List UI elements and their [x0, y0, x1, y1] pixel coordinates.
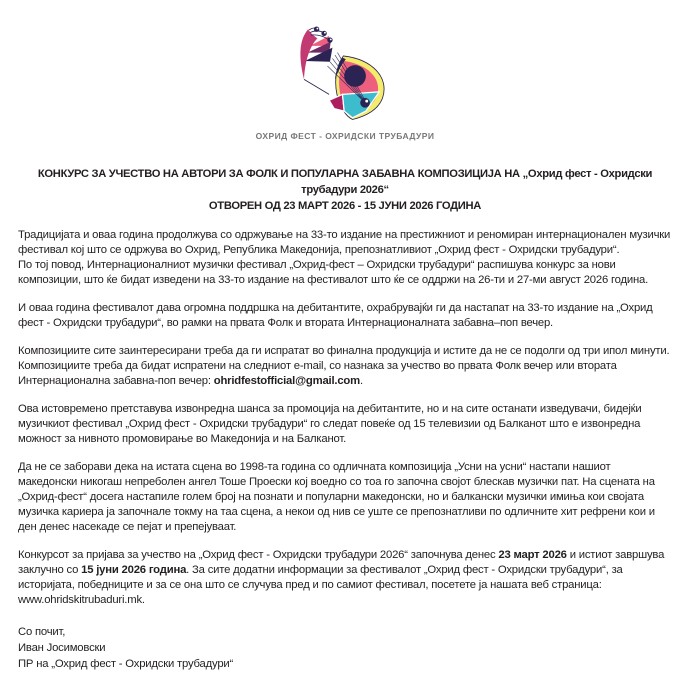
start-date: 23 март 2026 [498, 549, 567, 561]
deadline-text-a: Конкурсот за пријава за учество на „Охрид фест - Охридски трубадури 2026“ започнува денес [18, 549, 499, 561]
announcement-body [18, 228, 672, 608]
title-line-2: ОТВОРЕН ОД 23 МАРТ 2026 - 15 ЈУНИ 2026 ГОДИНА [208, 200, 482, 212]
paragraph-debutants: И оваа година фестивалот дава огромна поддршка на дебитантите, охрабрувајќи ги да настапат на 33-то издание на „Охрид фест - Охридски трубадури“, во рамки на првата Фолк и втората Интернационалната забавна–поп вечер. [18, 302, 653, 329]
paragraph-tradition [18, 228, 672, 288]
paragraph-deadline [18, 548, 672, 608]
paragraph-history: Да не се заборави дека на истата сцена во 1998-та година со одличната композиција „Усни на усни“ настапи нашиот македонски никогаш непреболен ангел Тоше Проески кој воедно со тоа го започна својот блескав музички пат. На сцената на „Охрид-фест“ досега настапиле голем број на познати и популарни македонски, но и балкански музички имиња кои својата музичка кариера ја започнале токму на таа сцена, а некои од нив се уште се препознатливи по одличните хит рефрени кои и ден денес насекаде се пејат и препејуваат. [18, 461, 655, 533]
paragraph-tradition-part2: По тој повод, Интернационалниот музички фестивал „Охрид-фест – Охридски трубадури“ распишува конкурс за нови композиции, што ќе бидат изведени на 33-то издание на фестивалот што ќе се оддржи на 26-ти и 27-ми август 2026 година. [18, 259, 649, 286]
website-url: www.ohridskitrubaduri.mk [18, 594, 142, 606]
signature-block [18, 624, 672, 672]
announcement-title [18, 166, 672, 214]
deadline-text-b: и истиот завршува заклучно со [18, 549, 665, 576]
end-date: 15 јуни 2026 година [81, 564, 187, 576]
festival-logo [18, 24, 672, 141]
signature-name: Иван Јосимовски [18, 642, 106, 654]
logo-caption: ОХРИД ФЕСТ - ОХРИДСКИ ТРУБАДУРИ [255, 131, 435, 141]
paragraph-tradition-part1: Традицијата и оваа година продолжува со одржување на 33-то издание на престижниот и реномиран интернационален музички фестивал кој што се одржува во Охрид, Република Македонија, препознатливиот „Охрид фест - Охридски трубадури“. [18, 229, 671, 256]
deadline-text-end: . [141, 594, 145, 606]
paragraph-submission [18, 344, 672, 389]
deadline-text-c: . За сите додатни информации за фестивалот „Охрид фест - Охридски трубадури“, за историјата, победниците и за се она што се случува пред и по самиот фестивал, посетете ја нашата веб страница: [18, 564, 623, 591]
paragraph-promotion: Ова истовремено претставува извонредна шанса за промоција на дебитантите, но и на сите останати изведувачи, бидејќи музичкиот фестивал „Охрид фест - Охридски трубадури“ го следат повеќе од 15 телевизии од Балканот што е извонредна можност за нивното промовирање во Македонија и на Балканот. [18, 403, 642, 445]
title-line-1: КОНКУРС ЗА УЧЕСТВО НА АВТОРИ ЗА ФОЛК И ПОПУЛАРНА ЗАБАВНА КОМПОЗИЦИЈА НА „Охрид фест - Охридски трубадури 2026“ [37, 168, 653, 196]
peacock-mandolin-logo-icon [294, 24, 396, 123]
email-address: ohridfestofficial@gmail.com [213, 375, 360, 387]
signature-role: ПР на „Охрид фест - Охридски трубадури“ [18, 658, 234, 670]
paragraph-submission-text: Композициите сите заинтересирани треба да ги испратат во финална продукција и истите да не се подолги од три ипол минути. Композициите треба да бидат испратени на следниот e-mail, со назнака за учество во првата Фолк вечер или втората Интернационална забавна-поп вечер: [18, 345, 670, 387]
paragraph-submission-period: . [359, 375, 363, 387]
signature-salutation: Со почит, [18, 626, 66, 638]
